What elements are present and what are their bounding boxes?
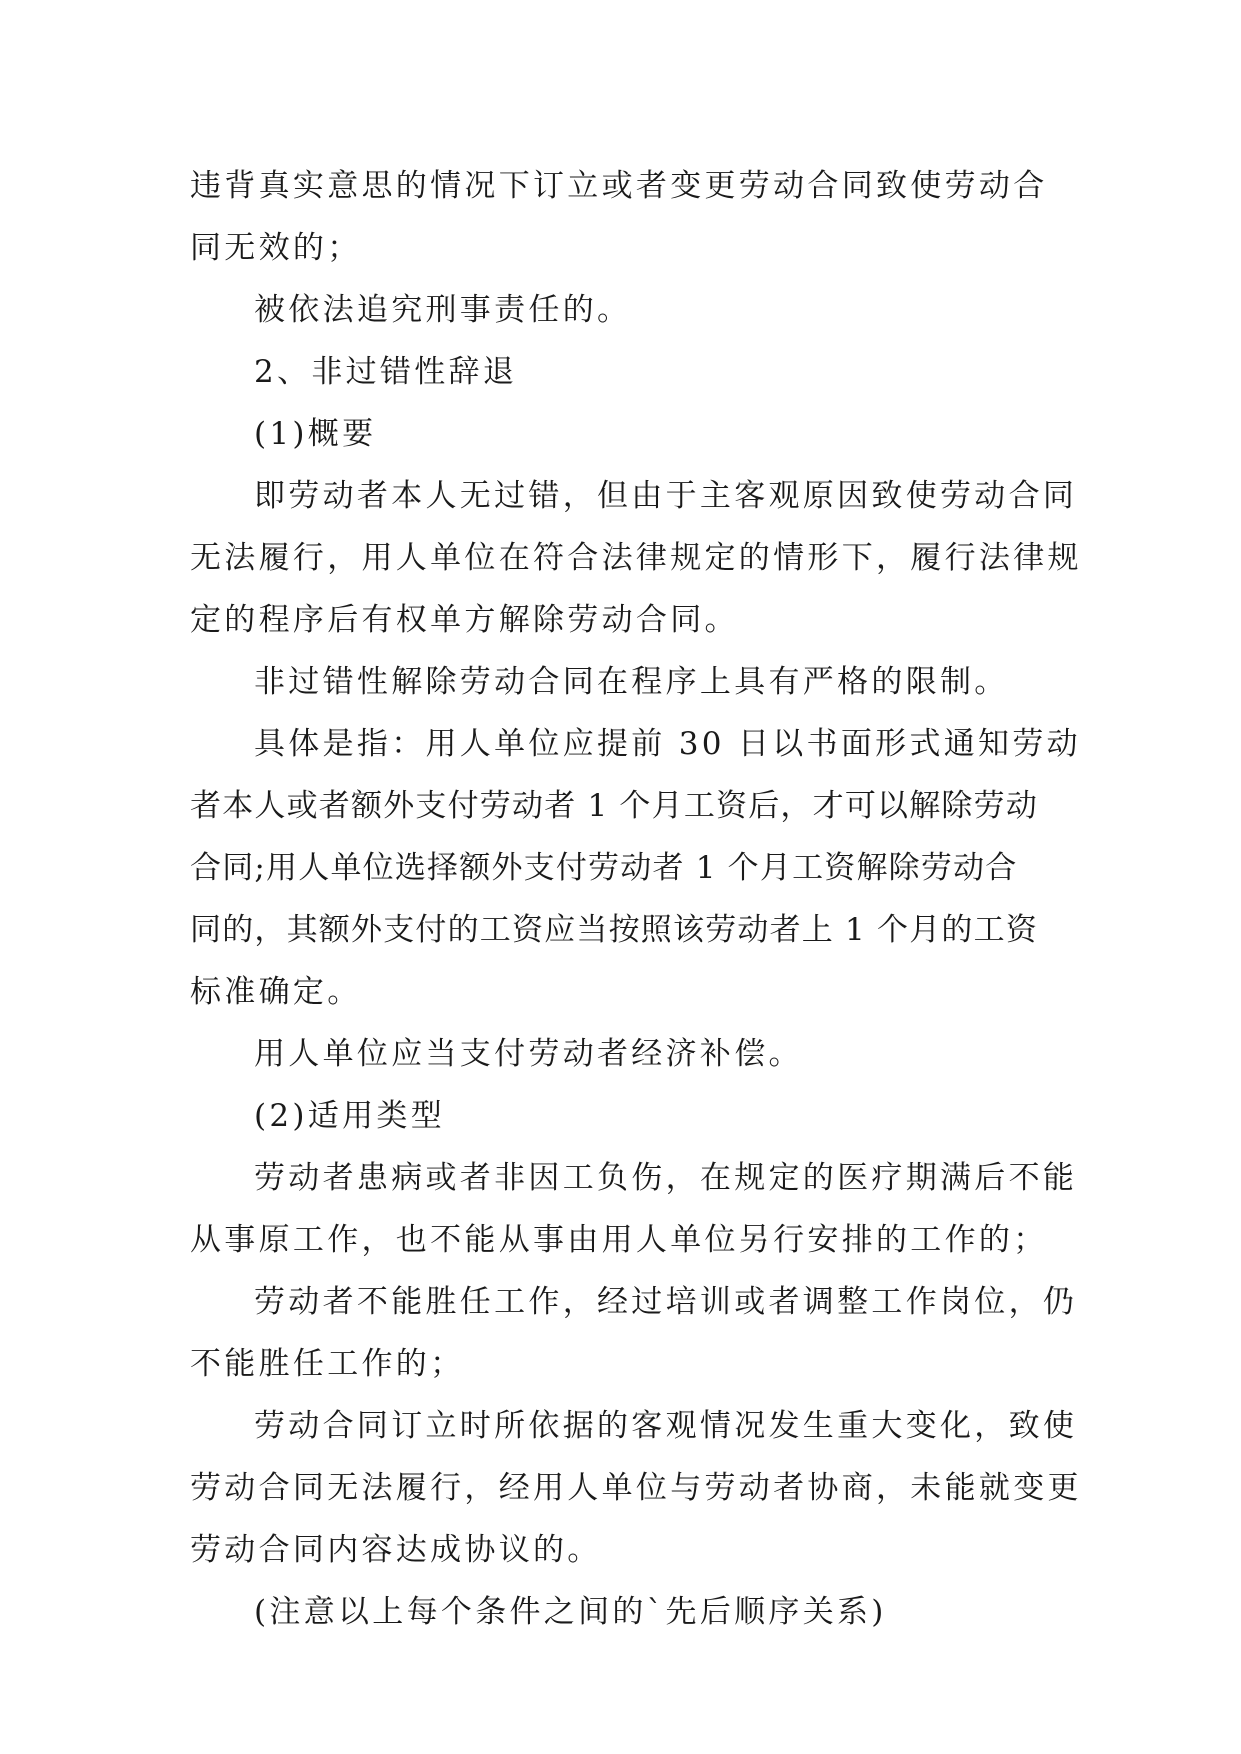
text-line: 从事原工作，也不能从事由用人单位另行安排的工作的； [190, 1222, 1048, 1258]
text-line: 标准确定。 [190, 974, 362, 1010]
text-line: 被依法追究刑事责任的。 [254, 292, 632, 328]
text-line: 非过错性解除劳动合同在程序上具有严格的限制。 [254, 664, 1009, 700]
subsection-heading: (2)适用类型 [254, 1098, 446, 1134]
text-line: 无法履行，用人单位在符合法律规定的情形下，履行法律规 [190, 540, 1082, 576]
text-line: 劳动合同订立时所依据的客观情况发生重大变化，致使 [254, 1408, 1078, 1444]
text-line: 定的程序后有权单方解除劳动合同。 [190, 602, 739, 638]
text-line: 同的，其额外支付的工资应当按照该劳动者上 1 个月的工资 [190, 912, 1039, 948]
text-line: 同无效的； [190, 230, 362, 266]
text-line: 用人单位应当支付劳动者经济补偿。 [254, 1036, 803, 1072]
text-line: 不能胜任工作的； [190, 1346, 465, 1382]
text-line: 劳动合同无法履行，经用人单位与劳动者协商，未能就变更 [190, 1470, 1082, 1506]
text-line: 劳动合同内容达成协议的。 [190, 1532, 602, 1568]
text-line: 合同;用人单位选择额外支付劳动者 1 个月工资解除劳动合 [190, 850, 1018, 886]
text-line: 具体是指：用人单位应提前 30 日以书面形式通知劳动 [254, 726, 1081, 762]
note-line: (注意以上每个条件之间的`先后顺序关系) [254, 1594, 887, 1630]
subsection-heading: (1)概要 [254, 416, 377, 452]
text-line: 劳动者患病或者非因工负伤，在规定的医疗期满后不能 [254, 1160, 1078, 1196]
text-line: 者本人或者额外支付劳动者 1 个月工资后，才可以解除劳动 [190, 788, 1039, 824]
text-line: 即劳动者本人无过错，但由于主客观原因致使劳动合同 [254, 478, 1078, 514]
section-heading: 2、非过错性辞退 [254, 354, 518, 390]
text-line: 劳动者不能胜任工作，经过培训或者调整工作岗位，仍 [254, 1284, 1078, 1320]
text-line: 违背真实意思的情况下订立或者变更劳动合同致使劳动合 [190, 168, 1048, 204]
